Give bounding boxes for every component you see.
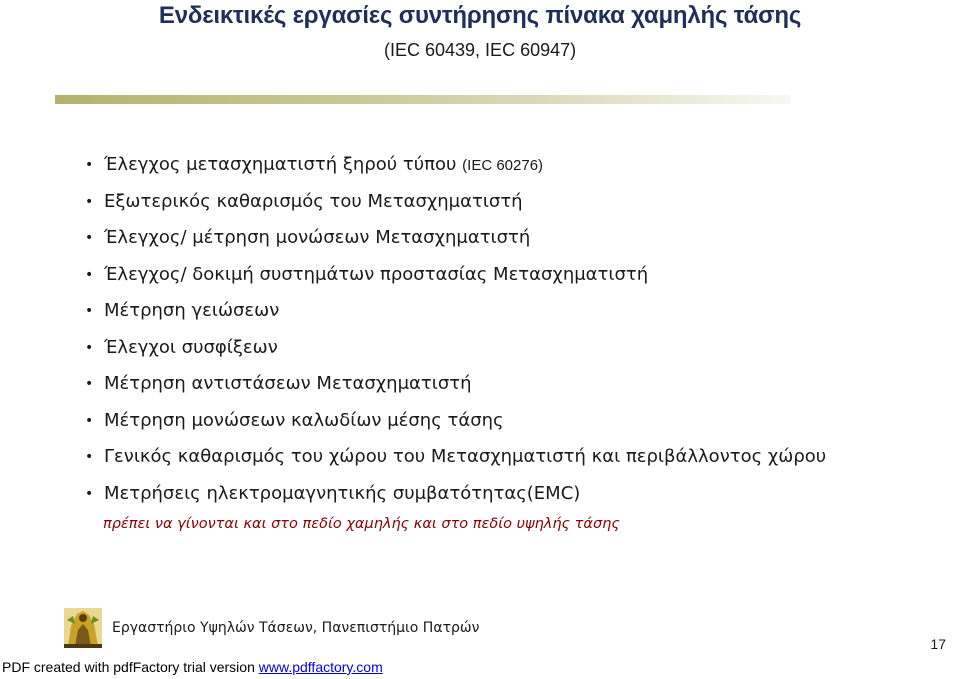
page-subtitle: (IEC 60439, IEC 60947) xyxy=(384,40,577,60)
bullet-icon: • xyxy=(85,230,94,246)
university-logo-icon xyxy=(63,606,103,650)
list-item xyxy=(85,296,826,333)
bullet-icon: • xyxy=(85,376,94,392)
list-item-text: Έλεγχος/ μέτρηση μονώσεων Μετασχηματιστή xyxy=(104,227,531,248)
pdf-watermark xyxy=(2,659,383,675)
pdf-watermark-text: PDF created with pdfFactory trial version xyxy=(2,659,259,675)
list-item-text: Μετρήσεις ηλεκτρομαγνητικής συμβατότητας(EMC) xyxy=(104,482,581,504)
bullet-icon: • xyxy=(85,157,94,173)
list-item xyxy=(85,333,826,370)
task-list xyxy=(85,150,826,515)
bullet-icon: • xyxy=(85,485,94,502)
bullet-icon: • xyxy=(85,449,94,465)
list-item xyxy=(85,187,826,224)
title-divider xyxy=(55,95,790,104)
list-item-text: Έλεγχος μετασχηματιστή ξηρού τύπου xyxy=(104,154,457,175)
bullet-icon: • xyxy=(85,303,94,319)
bullet-icon: • xyxy=(85,193,94,210)
bullet-icon: • xyxy=(85,266,94,283)
emphasis-note: πρέπει να γίνονται και στο πεδίο χαμηλής και στο πεδίο υψηλής τάσης xyxy=(103,516,620,532)
pdffactory-link[interactable]: www.pdffactory.com xyxy=(258,659,383,675)
institution-label: Εργαστήριο Υψηλών Τάσεων, Πανεπιστήμιο Πατρών xyxy=(112,620,480,636)
list-item xyxy=(85,150,826,187)
list-item-text: Γενικός καθαρισμός του χώρου του Μετασχηματιστή και περιβάλλοντος χώρου xyxy=(104,446,827,467)
list-item-text: Μέτρηση μονώσεων καλωδίων μέσης τάσης xyxy=(104,409,504,431)
list-item-standard: (IEC 60276) xyxy=(462,157,544,174)
list-item-text: Έλεγχοι συσφίξεων xyxy=(104,336,278,358)
bullet-icon: • xyxy=(85,412,94,429)
list-item-text: Εξωτερικός καθαρισμός του Μετασχηματιστή xyxy=(104,190,523,212)
list-item xyxy=(85,369,826,406)
list-item xyxy=(85,406,826,443)
list-item-text: Έλεγχος/ δοκιμή συστημάτων προστασίας Μετασχηματιστή xyxy=(104,263,649,285)
bullet-icon: • xyxy=(85,339,94,356)
list-item xyxy=(85,260,826,297)
list-item-text: Μέτρηση γειώσεων xyxy=(104,300,280,321)
list-item xyxy=(85,223,826,260)
list-item xyxy=(85,442,826,479)
page-title: Ενδεικτικές εργασίες συντήρησης πίνακα χαμηλής τάσης xyxy=(158,2,802,29)
page-number: 17 xyxy=(930,636,946,652)
list-item-text: Μέτρηση αντιστάσεων Μετασχηματιστή xyxy=(104,373,472,394)
list-item xyxy=(85,479,826,516)
